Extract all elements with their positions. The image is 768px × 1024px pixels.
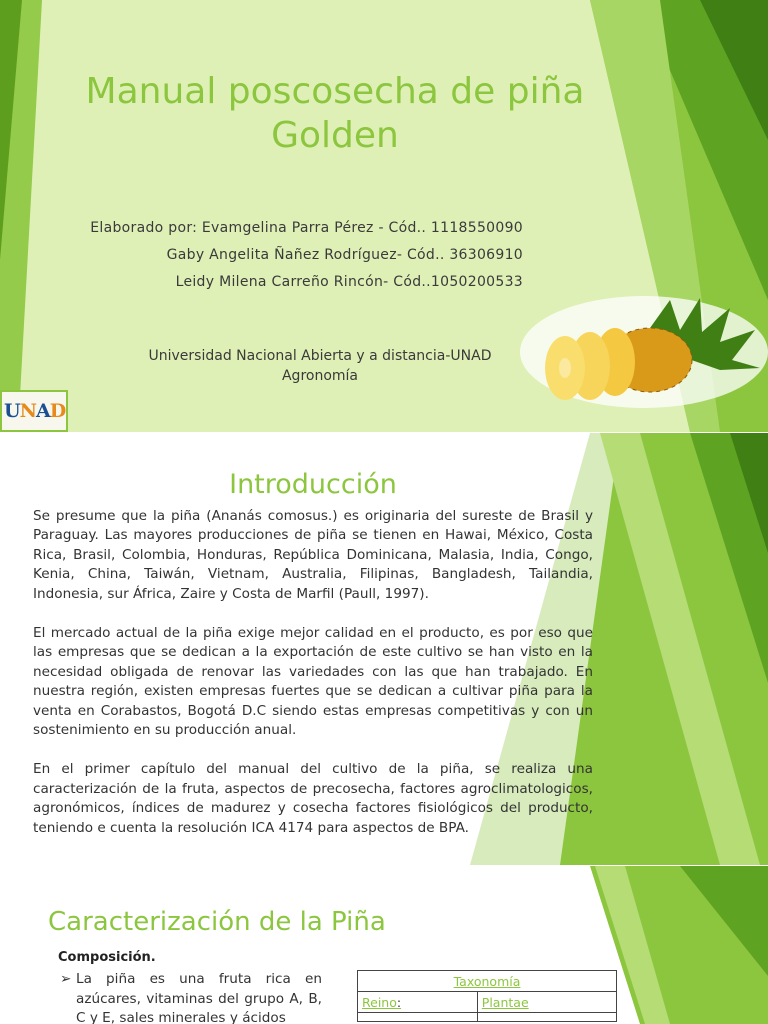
author-line: Leidy Milena Carreño Rincón- Cód..1050200533 — [175, 274, 523, 290]
composition-heading: Composición. — [58, 950, 156, 965]
table-row — [358, 992, 617, 1013]
authors-block — [90, 215, 523, 296]
introduction-title: Introducción — [229, 469, 397, 500]
paragraph: En el primer capítulo del manual del cultivo de la piña, se realiza una caracterización de la fruta, aspectos de precosecha, factores agroclimatologicos, agronómicos, índices de madurez y cosecha factores fisiológicos del producto, teniendo e cuenta la resolución ICA 4174 para aspectos de BPA. — [33, 761, 593, 836]
taxonomy-value[interactable]: Plantae — [477, 992, 616, 1013]
taxonomy-key[interactable]: Reino: — [358, 992, 478, 1013]
paragraph: El mercado actual de la piña exige mejor calidad en el producto, es por eso que las empresas que se dedican a la exportación de este cultivo se han visto en la necesidad obligada de renovar las variedades con las que han trabajado. En nuestra región, existen empresas fuertes que se dedican a cultivar piña para la venta en Corabastos, Bogotá D.C siendo estas empresas competitivas y con un sostenimiento en su producción anual. — [33, 625, 593, 739]
table-row — [358, 1013, 617, 1022]
paragraph: Se presume que la piña (Ananás comosus.) es originaria del sureste de Brasil y Paraguay. Las mayores producciones de piña se tienen en Hawai, México, Costa Rica, Brasil, Colombia, Honduras, República Dominicana, Malasia, India, Congo, Kenia, China, Taiwán, Vietnam, Australia, Filipinas, Bangladesh, Tailandia, Indonesia, sur África, Zaire y Costa de Marfil (Paull, 1997). — [33, 508, 593, 602]
university-block — [120, 346, 520, 386]
introduction-slide — [0, 433, 768, 865]
bullet-text: La piña es una fruta rica en azúcares, vitaminas del grupo A, B, C y E, sales minerales y ácidos — [76, 971, 322, 1024]
taxonomy-table — [357, 970, 617, 1022]
composition-bullet — [60, 970, 322, 1024]
introduction-body — [33, 507, 593, 858]
characterization-title: Caracterización de la Piña — [48, 907, 386, 937]
arrow-bullet-icon: ➢ — [60, 971, 72, 987]
author-line: Elaborado por: Evamgelina Parra Pérez - Cód.. 1118550090 — [90, 220, 523, 236]
pineapple-image — [520, 290, 768, 410]
program-name: Agronomía — [281, 368, 359, 384]
author-line: Gaby Angelita Ñañez Rodríguez- Cód.. 36306910 — [166, 247, 523, 263]
unad-logo: UNAD — [0, 390, 68, 432]
university-name: Universidad Nacional Abierta y a distancia-UNAD — [148, 348, 492, 364]
taxonomy-header[interactable]: Taxonomía — [358, 971, 617, 992]
title-slide — [0, 0, 768, 432]
presentation-title: Manual poscosecha de piña Golden — [85, 71, 585, 156]
characterization-slide — [0, 866, 768, 1024]
